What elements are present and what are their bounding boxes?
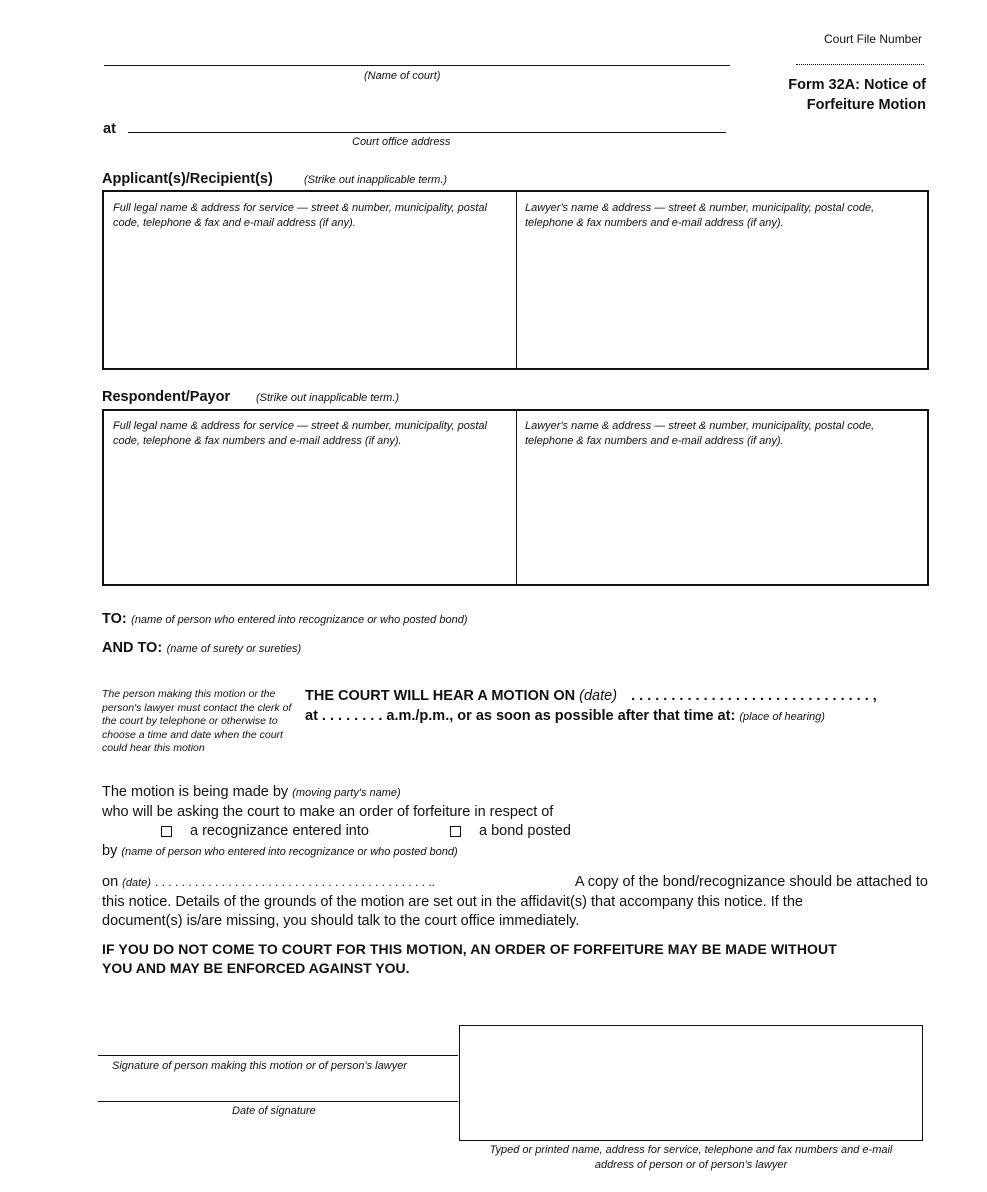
- motion-para-line3: document(s) is/are missing, you should talk to the court office immediately.: [102, 913, 580, 929]
- form-title-line2: Forfeiture Motion: [806, 97, 926, 113]
- to-hint: (name of person who entered into recognizance or who posted bond): [131, 614, 468, 626]
- court-office-address-line[interactable]: [128, 132, 726, 133]
- and-to-label: AND TO:: [102, 640, 163, 656]
- warning-line1: IF YOU DO NOT COME TO COURT FOR THIS MOTION, AN ORDER OF FORFEITURE MAY BE MADE WITHOUT: [102, 941, 837, 957]
- motion-para-line2: this notice. Details of the grounds of the motion are set out in the affidavit(s) that accompany this notice. If the: [102, 894, 803, 910]
- applicant-lawyer-field[interactable]: Lawyer's name & address — street & number, municipality, postal code, telephone & fax numbers and e-mail address (if any).: [525, 202, 875, 229]
- bond-label: a bond posted: [479, 823, 571, 839]
- respondent-party-field[interactable]: Full legal name & address for service — street & number, municipality, postal code, telephone & fax numbers and e-mail address (if any).: [113, 420, 487, 447]
- motion-by-hint: (name of person who entered into recognizance or who posted bond): [121, 846, 458, 858]
- signature-line[interactable]: [98, 1055, 458, 1056]
- motion-made-by-text: The motion is being made by: [102, 784, 289, 800]
- respondent-box-divider: [516, 411, 517, 584]
- address-caption-line2: address of person or of person's lawyer: [594, 1159, 788, 1171]
- to-label: TO:: [102, 611, 127, 627]
- motion-copy-text: A copy of the bond/recognizance should be attached to: [574, 874, 928, 890]
- hearing-time-row[interactable]: [305, 708, 825, 724]
- hearing-date-dots: . . . . . . . . . . . . . . . . . . . . . . . . . . . . . . ,: [631, 688, 877, 704]
- at-label: at: [103, 121, 116, 137]
- address-caption-line1: Typed or printed name, address for service, telephone and fax numbers and e-mail: [489, 1144, 893, 1156]
- motion-asking-text: who will be asking the court to make an order of forfeiture in respect of: [102, 804, 554, 820]
- applicant-box-divider: [516, 192, 517, 368]
- applicant-heading: Applicant(s)/Recipient(s): [102, 171, 273, 187]
- applicant-box: [102, 190, 929, 370]
- motion-on-dots: . . . . . . . . . . . . . . . . . . . . . . . . . . . . . . . . . . . . . . . . . ..: [154, 875, 436, 889]
- motion-on-text: on: [102, 874, 119, 890]
- court-file-number-field[interactable]: [796, 64, 924, 65]
- respondent-heading: Respondent/Payor: [102, 389, 231, 405]
- hearing-date-hint: (date): [579, 688, 618, 704]
- option-recognizance[interactable]: [161, 822, 369, 841]
- recognizance-checkbox[interactable]: [161, 826, 172, 837]
- hearing-line1-text: THE COURT WILL HEAR A MOTION ON: [305, 688, 576, 704]
- motion-made-by-hint: (moving party's name): [292, 787, 401, 799]
- court-file-number-label: Court File Number: [824, 32, 923, 46]
- to-row[interactable]: [102, 610, 467, 628]
- respondent-lawyer-field[interactable]: Lawyer's name & address — street & number, municipality, postal code, telephone & fax numbers and e-mail address (if any).: [525, 420, 875, 447]
- court-office-address-label: Court office address: [352, 136, 451, 148]
- applicant-party-field[interactable]: Full legal name & address for service — street & number, municipality, postal code, telephone & fax and e-mail address (if any).: [113, 202, 487, 229]
- applicant-note: (Strike out inapplicable term.): [304, 174, 448, 186]
- option-bond[interactable]: [450, 822, 571, 841]
- hearing-place-hint: (place of hearing): [739, 711, 825, 723]
- hearing-side-note: The person making this motion or the person's lawyer must contact the clerk of the court by telephone or otherwise to choose a time and date when the court could hear this motion: [102, 688, 292, 754]
- signature-label: Signature of person making this motion or of person's lawyer: [112, 1060, 407, 1072]
- hearing-date-row[interactable]: [305, 688, 930, 704]
- form-title-line1: Form 32A: Notice of: [788, 77, 926, 93]
- and-to-row[interactable]: [102, 639, 301, 657]
- date-of-signature-line[interactable]: [98, 1101, 458, 1102]
- motion-by-row[interactable]: [102, 842, 458, 862]
- name-of-court-label: (Name of court): [364, 70, 441, 82]
- motion-made-by-row[interactable]: [102, 783, 401, 803]
- respondent-note: (Strike out inapplicable term.): [256, 392, 400, 404]
- bond-checkbox[interactable]: [450, 826, 461, 837]
- hearing-line2-text: at . . . . . . . . a.m./p.m., or as soon as possible after that time at:: [305, 708, 736, 724]
- motion-on-hint: (date): [122, 877, 151, 889]
- warning-line2: YOU AND MAY BE ENFORCED AGAINST YOU.: [102, 960, 410, 976]
- motion-on-row[interactable]: [102, 873, 928, 893]
- respondent-box: [102, 409, 929, 586]
- recognizance-label: a recognizance entered into: [190, 823, 369, 839]
- and-to-hint: (name of surety or sureties): [166, 643, 302, 655]
- motion-by-text: by: [102, 843, 118, 859]
- name-of-court-line[interactable]: [104, 65, 730, 66]
- address-box[interactable]: [459, 1025, 923, 1141]
- date-of-signature-label: Date of signature: [232, 1105, 316, 1117]
